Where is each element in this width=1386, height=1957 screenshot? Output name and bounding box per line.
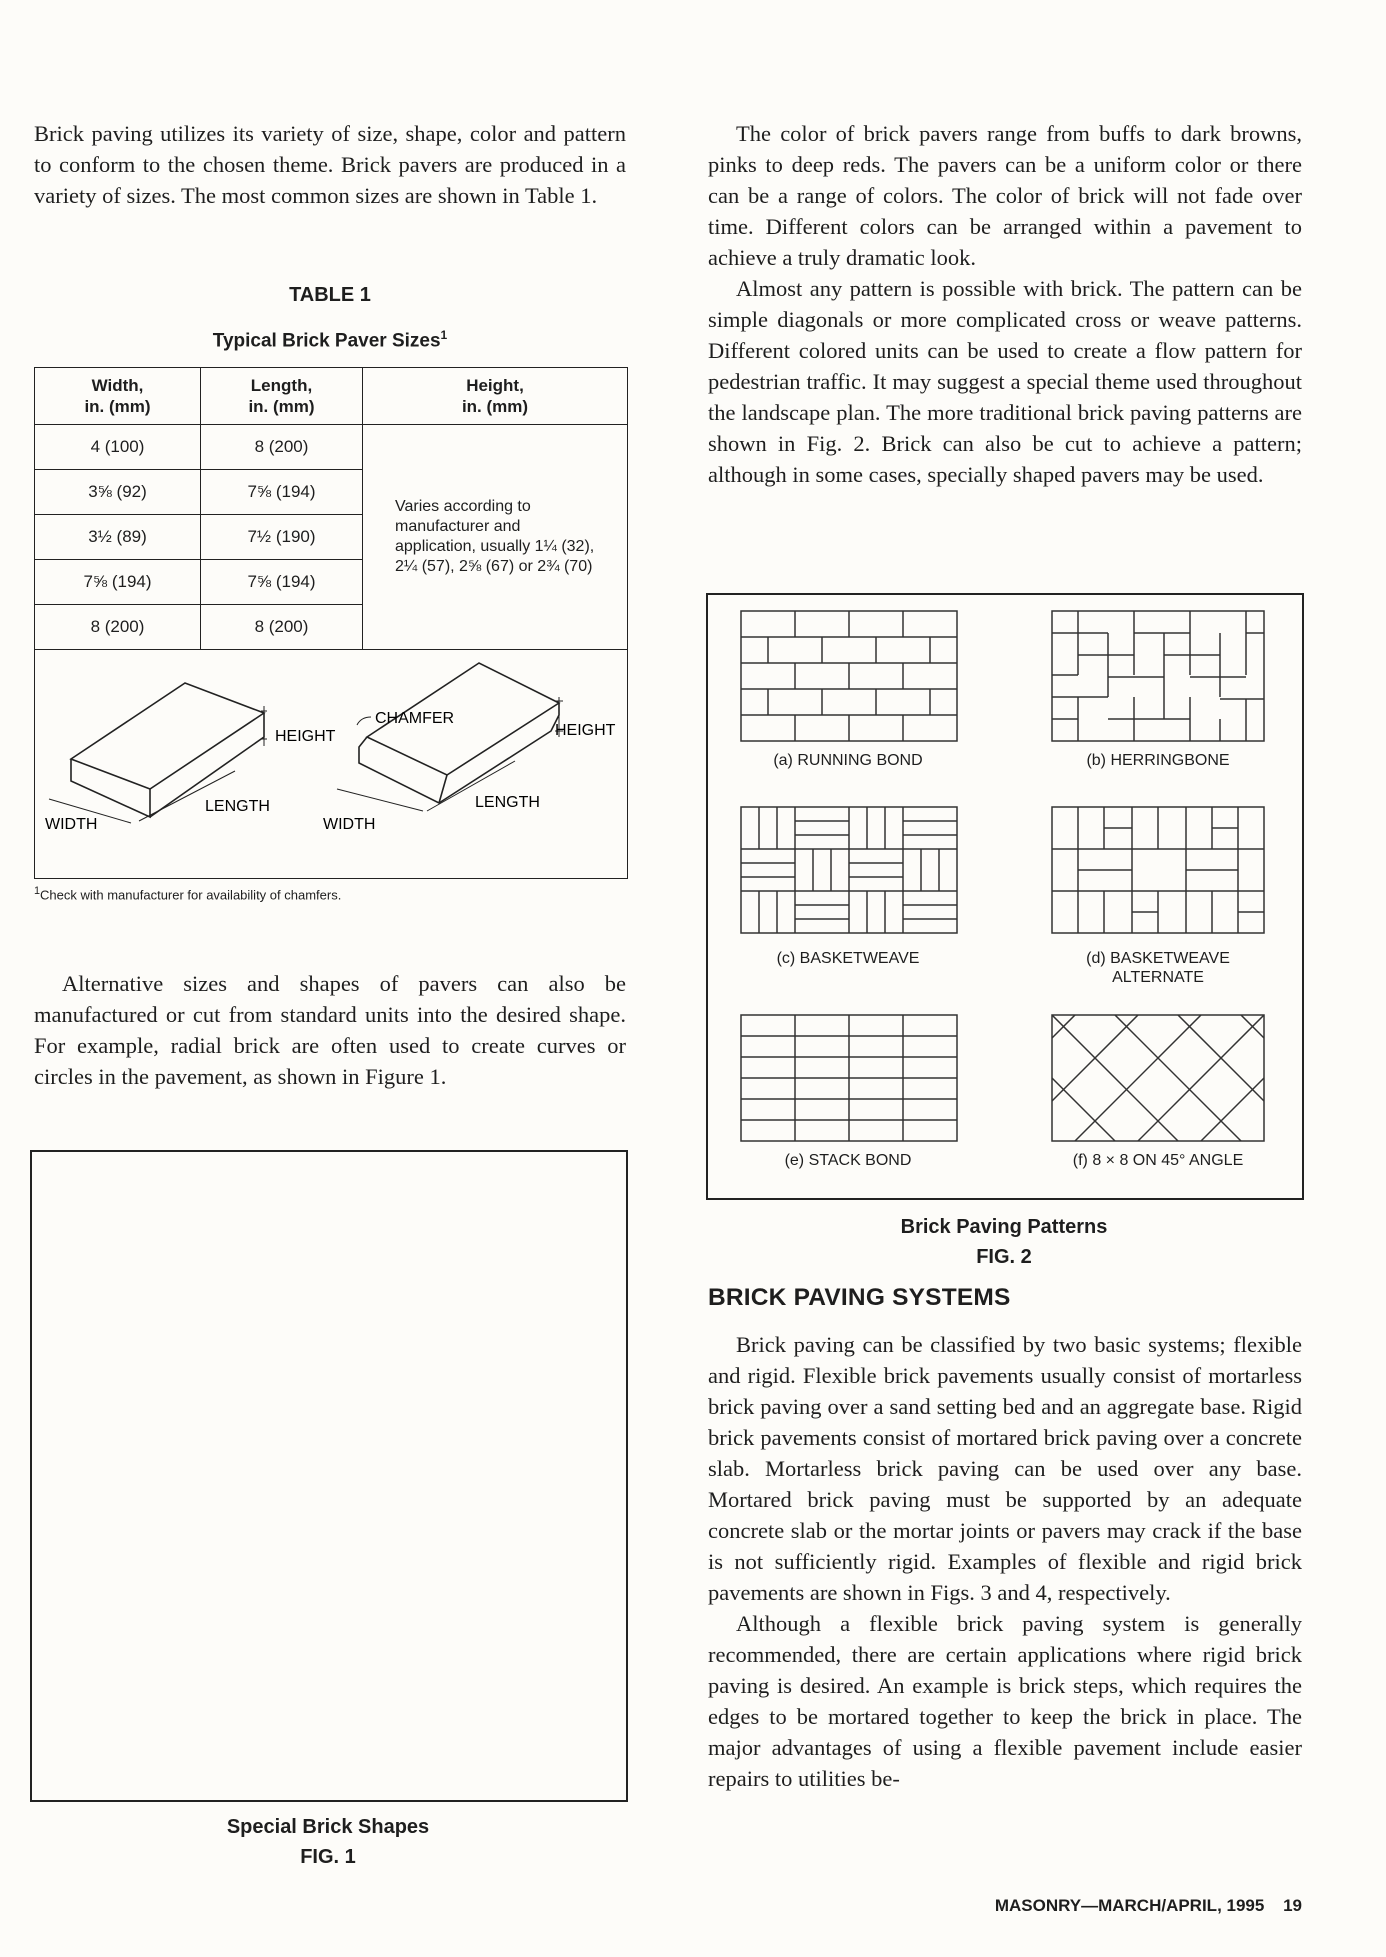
- alt-sizes-paragraph: Alternative sizes and shapes of pavers can also be manufactured or cut from standard units into the desired shape. For example, radial brick are often used to create curves or circles in the pavement, as shown in Figure 1.: [34, 971, 626, 1089]
- color-paragraph: The color of brick pavers range from buffs to dark browns, pinks to deep reds. The pavers can be a uniform color or there can be a range of colors. The color of brick will not fade over time. Different colors can be arranged within a pavement to achieve a truly dramatic look.: [708, 121, 1302, 270]
- figure-2-caption: [706, 1212, 1302, 1272]
- label-height-1: HEIGHT: [275, 728, 336, 745]
- cell-height-note: Varies according to manufacturer and application, usually 1¼ (32), 2¼ (57), 2⅝ (67) or 2¾ (70): [363, 425, 628, 650]
- header-length: Length, in. (mm): [201, 368, 363, 425]
- table-row: [35, 425, 628, 470]
- fig1-title: Special Brick Shapes: [226, 1816, 430, 1838]
- label-length-2: LENGTH: [475, 794, 540, 811]
- cell-width: 3½ (89): [35, 515, 201, 560]
- header-width: Width, in. (mm): [35, 368, 201, 425]
- label-basketweave: (c) BASKETWEAVE: [776, 950, 920, 967]
- label-running-bond: (a) RUNNING BOND: [773, 752, 923, 769]
- systems-paragraph: Brick paving can be classified by two basic systems; flexible and rigid. Flexible brick pavements usually consist of mortarless brick paving over a sand setting bed and an aggregate base. Rigid brick pavements consist of mortared brick paving over a concrete slab. Mortarless brick paving can be used over any base. Mortared brick paving must be supported by an adequate concrete slab or the mortar joints or pavers may crack if the base is not sufficiently rigid. Examples of flexible and rigid brick pavements are shown in Figs. 3 and 4, respectively.: [708, 1332, 1302, 1605]
- fig1-label: FIG. 1: [300, 1846, 356, 1868]
- brick-dimension-diagram: [35, 650, 628, 879]
- label-length-1: LENGTH: [205, 798, 270, 815]
- label-herringbone: (b) HERRINGBONE: [1086, 752, 1230, 769]
- herringbone-pattern: [1052, 611, 1264, 741]
- rigid-paragraph: Although a flexible brick paving system is generally recommended, there are certain applications where rigid brick paving is desired. An example is brick steps, which requires the edges to be mortared together to keep the brick in place. The major advantages of using a flexible pavement include easier repairs to utilities be-: [708, 1611, 1302, 1791]
- figure-2-frame: [706, 593, 1304, 1200]
- label-width-2: WIDTH: [323, 816, 376, 833]
- cell-width: 3⅝ (92): [35, 470, 201, 515]
- cell-width: 7⅝ (194): [35, 560, 201, 605]
- cell-length: 7½ (190): [201, 515, 363, 560]
- fig2-label: FIG. 2: [976, 1246, 1032, 1268]
- intro-paragraph: Brick paving utilizes its variety of size, shape, color and pattern to conform to the chosen theme. Brick pavers are produced in a variety of sizes. The most common sizes are shown in Table 1.: [34, 121, 626, 208]
- alt-sizes-block: [34, 968, 626, 1092]
- stack-bond-pattern: [741, 1015, 957, 1141]
- table-title: TABLE 1: [289, 284, 371, 306]
- header-height: Height, in. (mm): [363, 368, 628, 425]
- figure-1-placeholder: [30, 1150, 628, 1802]
- cell-length: 7⅝ (194): [201, 470, 363, 515]
- label-diagonal-45: (f) 8 × 8 ON 45° ANGLE: [1072, 1152, 1244, 1169]
- basketweave-pattern: [741, 807, 957, 933]
- table-header-row: [35, 368, 628, 425]
- left-column: [34, 118, 626, 211]
- section-heading: BRICK PAVING SYSTEMS: [708, 1284, 1011, 1311]
- paver-size-table-wrap: [34, 367, 628, 902]
- label-basketweave-alternate: (d) BASKETWEAVE ALTERNATE: [1086, 950, 1230, 986]
- cell-length: 8 (200): [201, 605, 363, 650]
- label-width-1: WIDTH: [45, 816, 98, 833]
- masthead: MASONRY—MARCH/APRIL, 1995: [994, 1896, 1265, 1915]
- cell-length: 8 (200): [201, 425, 363, 470]
- table-footnote: $^1$Check with manufacturer for availability of chamfers.: [34, 885, 342, 903]
- systems-block: [708, 1329, 1302, 1794]
- pattern-paragraph: Almost any pattern is possible with brick. The pattern can be simple diagonals or more complicated cross or weave patterns. Different colored units can be used to create a flow pattern for pedestrian traffic. It may suggest a special theme used throughout the landscape plan. The more traditional brick paving patterns are shown in Fig. 2. Brick can also be cut to achieve a pattern; although in some cases, specially shaped pavers may be used.: [708, 276, 1302, 487]
- basketweave-alternate-pattern: [1052, 807, 1264, 933]
- running-bond-pattern: [741, 611, 957, 741]
- page-footer: [995, 1896, 1302, 1916]
- figure-1-caption: [30, 1812, 626, 1872]
- label-height-2: HEIGHT: [555, 722, 616, 739]
- right-column: [708, 118, 1302, 490]
- label-chamfer: CHAMFER: [375, 710, 455, 727]
- page-number: 19: [1283, 1896, 1302, 1915]
- brick-sketch-chamfer: [337, 663, 563, 811]
- paving-patterns-figure: [708, 595, 1302, 1198]
- diagonal-45-pattern: [1052, 1015, 1264, 1141]
- fig2-title: Brick Paving Patterns: [900, 1216, 1108, 1238]
- table-caption: [34, 280, 626, 356]
- label-stack-bond: (e) STACK BOND: [784, 1152, 912, 1169]
- cell-width: 8 (200): [35, 605, 201, 650]
- table-subtitle: Typical Brick Paver Sizes$^1$: [212, 328, 448, 352]
- paver-size-table: [34, 367, 628, 879]
- cell-width: 4 (100): [35, 425, 201, 470]
- cell-length: 7⅝ (194): [201, 560, 363, 605]
